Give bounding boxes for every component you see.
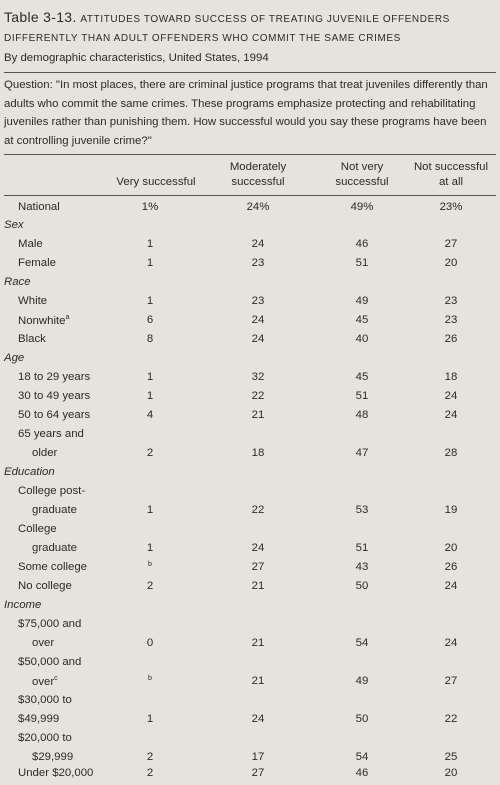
divider: [4, 195, 496, 196]
table-row-label-college: College: [18, 523, 57, 535]
table-row-income-30000-49999: $49,999 1 24 50 22: [18, 713, 458, 725]
title-line-2: DIFFERENTLY THAN ADULT OFFENDERS WHO COMMIT THE SAME CRIMES: [4, 33, 401, 44]
divider: [4, 154, 496, 155]
title-line-1: ATTITUDES TOWARD SUCCESS OF TREATING JUVENILE OFFENDERS: [80, 14, 450, 25]
table-row-age-18-29: 18 to 29 years 1 32 45 18: [18, 371, 458, 383]
table-subtitle: By demographic characteristics, United States, 1994: [4, 52, 269, 64]
section-heading-education: Education: [4, 466, 55, 478]
table-row-female: Female 1 23 51 20: [18, 257, 458, 269]
table-row-some-college: Some college b 27 43 26: [18, 561, 458, 573]
table-row-income-20000-29999: $29,999 2 17 54 25: [32, 751, 458, 763]
table-row-label-income-75: $75,000 and: [18, 618, 82, 630]
column-header-not-successful-at-all: Not successful at all: [413, 161, 489, 188]
table-row-college-postgraduate: graduate 1 22 53 19: [32, 504, 458, 516]
survey-question: Question: "In most places, there are criminal justice programs that treat juveniles differently than adults who commit the same crimes. These programs emphasize protecting and rehabilitating juveniles rather than punishing them. How successful would you say these programs have been at controlling juvenile crime?": [4, 79, 488, 147]
table-row-age-30-49: 30 to 49 years 1 22 51 24: [18, 390, 458, 402]
table-row-label-college-post: College post-: [18, 485, 86, 497]
table-row-white: White 1 23 49 23: [18, 295, 458, 307]
section-heading-sex: Sex: [4, 219, 24, 231]
table-row-income-75000-over: over 0 21 54 24: [32, 637, 458, 649]
table-row-income-50000-over: over$^c$ b 21 49 27: [32, 675, 458, 688]
footnote-marker: a: [65, 314, 70, 321]
table-row-black: Black 8 24 40 26: [18, 333, 458, 345]
table-row-nonwhite: Nonwhite$^a$ 6 24 45 23: [18, 314, 458, 327]
section-heading-race: Race: [4, 276, 31, 288]
table-row-income-under-20000: Under $20,000 2 27 46 20: [18, 767, 458, 779]
section-heading-age: Age: [4, 352, 25, 364]
column-header-moderately-successful: Moderately successful: [229, 161, 287, 188]
divider: [4, 72, 496, 73]
column-header-not-very-successful: Not very successful: [335, 161, 389, 188]
table-row-label-age-65: 65 years and: [18, 428, 84, 440]
table-title: [4, 8, 496, 48]
table-row-national: National 1% 24% 49% 23%: [18, 201, 463, 213]
footnote-marker: c: [54, 675, 58, 682]
section-heading-income: Income: [4, 599, 42, 611]
table-row-age-50-64: 50 to 64 years 4 21 48 24: [18, 409, 458, 421]
table-row-label-income-20: $20,000 to: [18, 732, 72, 744]
table-number: Table 3-13.: [4, 9, 77, 25]
table-row-age-65: older 2 18 47 28: [32, 447, 458, 459]
table-row-no-college: No college 2 21 50 24: [18, 580, 458, 592]
column-header-very-successful: Very successful: [116, 176, 196, 188]
table-row-college-graduate: graduate 1 24 51 20: [32, 542, 458, 554]
table-row-label-income-30: $30,000 to: [18, 694, 72, 706]
table-row-male: Male 1 24 46 27: [18, 238, 458, 250]
table-row-label-income-50: $50,000 and: [18, 656, 82, 668]
